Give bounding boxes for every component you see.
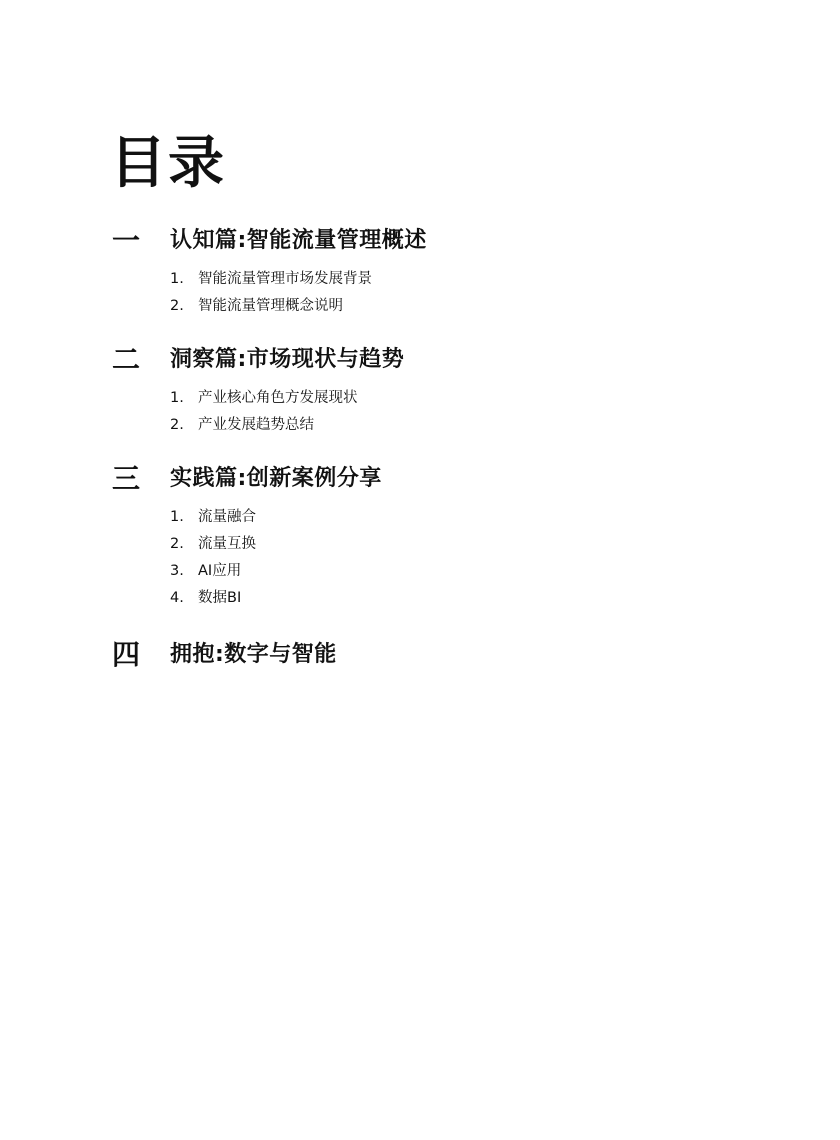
section-title: 拥抱:数字与智能 xyxy=(170,642,337,667)
section-heading[interactable] xyxy=(112,224,752,258)
toc-section-3 xyxy=(112,462,752,612)
section-number: 二 xyxy=(112,343,141,376)
toc-item[interactable] xyxy=(170,412,752,439)
section-number: 一 xyxy=(112,224,141,257)
item-label: 流量互换 xyxy=(198,536,256,552)
section-title: 实践篇:创新案例分享 xyxy=(170,466,382,491)
toc-item[interactable] xyxy=(170,531,752,558)
section-heading[interactable] xyxy=(112,638,752,672)
item-label: AI应用 xyxy=(198,563,242,579)
section-heading[interactable] xyxy=(112,462,752,496)
item-label: 智能流量管理概念说明 xyxy=(198,298,343,314)
toc-item[interactable] xyxy=(170,504,752,531)
item-label: 数据BI xyxy=(198,590,242,606)
item-number: 2. xyxy=(170,298,184,314)
section-items xyxy=(170,266,752,320)
item-label: 产业发展趋势总结 xyxy=(198,417,314,433)
item-label: 流量融合 xyxy=(198,509,256,525)
section-title: 认知篇:智能流量管理概述 xyxy=(170,228,427,253)
item-number: 2. xyxy=(170,536,184,552)
section-heading[interactable] xyxy=(112,343,752,377)
toc-section-4 xyxy=(112,638,752,672)
item-label: 产业核心角色方发展现状 xyxy=(198,390,358,406)
item-number: 3. xyxy=(170,563,184,579)
item-number: 1. xyxy=(170,390,184,406)
toc-item[interactable] xyxy=(170,385,752,412)
section-title: 洞察篇:市场现状与趋势 xyxy=(170,347,405,372)
toc-section-1 xyxy=(112,224,752,320)
item-label: 智能流量管理市场发展背景 xyxy=(198,271,372,287)
section-items xyxy=(170,504,752,612)
item-number: 2. xyxy=(170,417,184,433)
item-number: 4. xyxy=(170,590,184,606)
section-number: 三 xyxy=(112,462,141,495)
toc-item[interactable] xyxy=(170,558,752,585)
toc-item[interactable] xyxy=(170,266,752,293)
page-title: 目录 xyxy=(110,131,226,196)
toc-item[interactable] xyxy=(170,585,752,612)
item-number: 1. xyxy=(170,271,184,287)
section-number: 四 xyxy=(112,638,141,671)
item-number: 1. xyxy=(170,509,184,525)
toc-item[interactable] xyxy=(170,293,752,320)
toc-section-2 xyxy=(112,343,752,439)
section-items xyxy=(170,385,752,439)
